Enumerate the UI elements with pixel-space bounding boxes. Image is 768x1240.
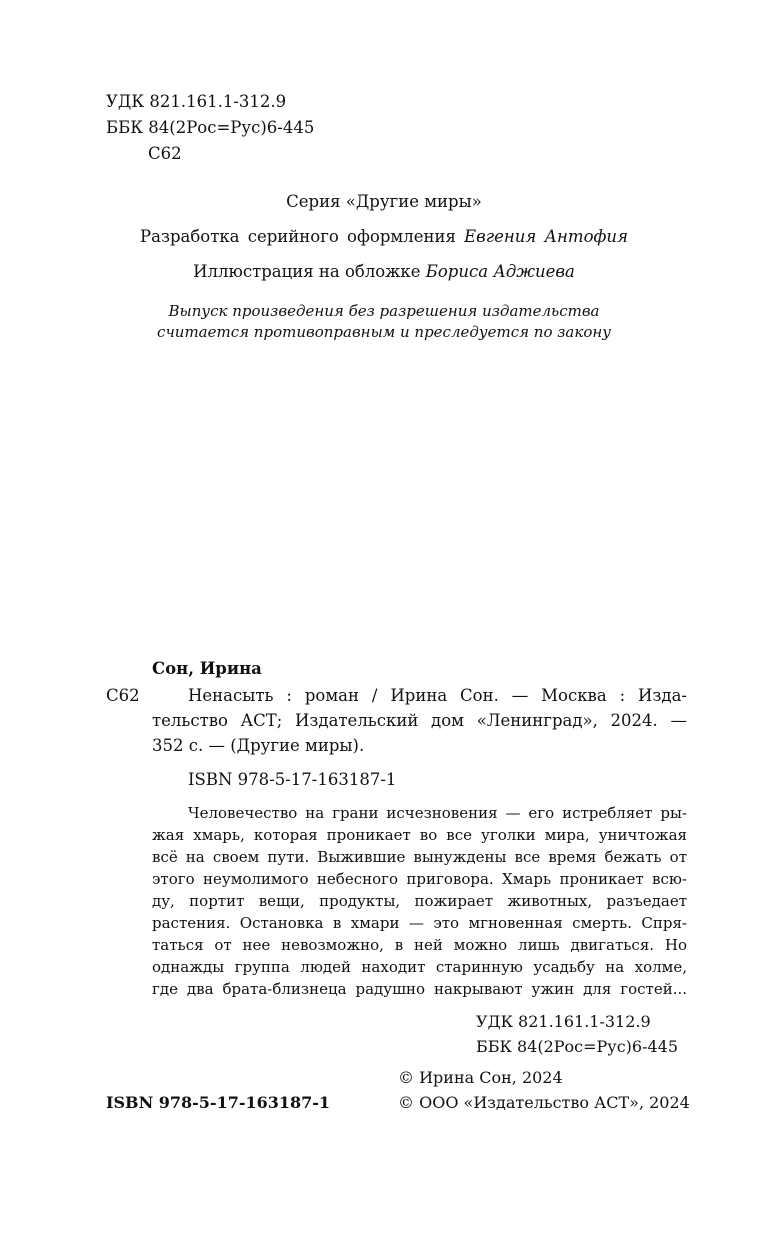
bbk-footer: ББК 84(2Рос=Рус)6-445 — [476, 1037, 679, 1056]
udk-footer: УДК 821.161.1-312.9 — [476, 1012, 651, 1031]
catalog-entry-line-3: 352 с. — (Другие миры). — [152, 736, 365, 755]
annotation-line-6: растения. Остановка в хмари — это мгновенная смерть. Спря- — [152, 914, 687, 932]
catalog-author: Сон, Ирина — [152, 659, 262, 678]
copyright-author: © Ирина Сон, 2024 — [398, 1068, 563, 1087]
annotation-line-4: этого неумолимого небесного приговора. Хмарь проникает всю- — [152, 870, 687, 888]
design-credit — [0, 227, 768, 246]
illustration-credit — [0, 262, 768, 281]
author-code-header: С62 — [148, 144, 182, 163]
catalog-isbn: ISBN 978-5-17-163187-1 — [188, 770, 397, 789]
design-credit-name: Евгения Антофия — [464, 227, 628, 246]
annotation-line-5: ду, портит вещи, продукты, пожирает животных, разъедает — [152, 892, 687, 910]
annotation-line-9: где два брата-близнеца радушно накрывают ужин для гостей... — [152, 980, 687, 998]
catalog-entry-line-2: тельство АСТ; Издательский дом «Ленинград», 2024. — — [152, 711, 687, 730]
catalog-entry-line-1: Ненасыть : роман / Ирина Сон. — Москва : Изда- — [188, 686, 687, 705]
legal-notice-line-2: считается противоправным и преследуется по закону — [157, 323, 611, 341]
annotation-line-1: Человечество на грани исчезновения — его истребляет ры- — [188, 804, 687, 822]
annotation-line-7: таться от нее невозможно, в ней можно лишь двигаться. Но — [152, 936, 687, 954]
series-line: Серия «Другие миры» — [286, 192, 482, 211]
copyright-publisher: © ООО «Издательство АСТ», 2024 — [398, 1093, 690, 1112]
illustration-credit-name: Бориса Аджиева — [425, 262, 575, 281]
illustration-credit-prefix: Иллюстрация на обложке — [193, 262, 421, 281]
annotation-line-3: всё на своем пути. Выжившие вынуждены все время бежать от — [152, 848, 687, 866]
legal-notice-line-1: Выпуск произведения без разрешения издательства — [168, 302, 600, 320]
catalog-code: С62 — [106, 686, 140, 705]
design-credit-prefix: Разработка серийного оформления — [140, 227, 456, 246]
isbn-footer: ISBN 978-5-17-163187-1 — [106, 1093, 331, 1112]
bbk-header: ББК 84(2Рос=Рус)6-445 — [106, 118, 315, 137]
annotation-line-8: однажды группа людей находит старинную усадьбу на холме, — [152, 958, 687, 976]
annotation-line-2: жая хмарь, которая проникает во все уголки мира, уничтожая — [152, 826, 687, 844]
udk-header: УДК 821.161.1-312.9 — [106, 92, 287, 111]
